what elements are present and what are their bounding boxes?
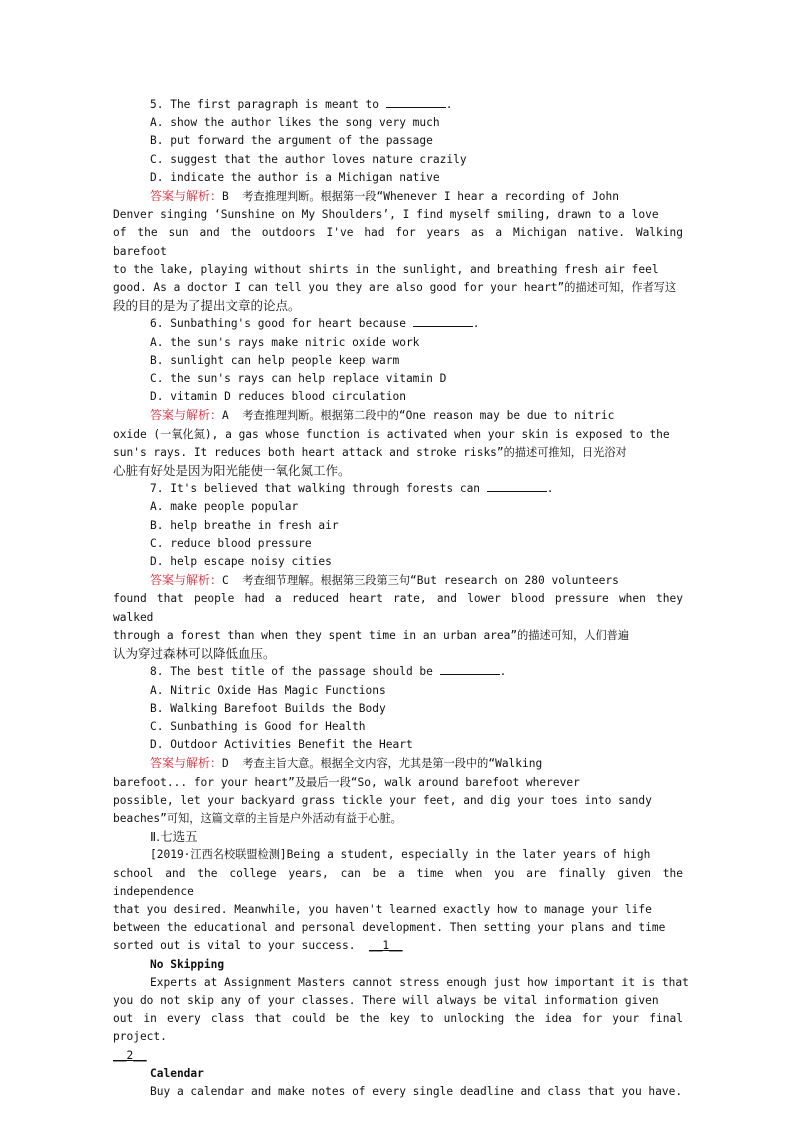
passage-line-5: sorted out is vital to your success. __1__: [113, 939, 403, 953]
answer-label: 答案与解析：: [150, 189, 223, 204]
q7-answer-line-2: found that people had a reduced heart rate, and lower blood pressure when they walked: [113, 592, 683, 624]
question-7-stem: 7. It's believed that walking through forests can .: [150, 482, 554, 496]
section-heading: Ⅱ.七选五: [150, 829, 198, 845]
source-tag: [2019·江西名校联盟检测]: [150, 848, 287, 862]
q7-answer-line-1: 答案与解析：C 考查细节理解。根据第三段第三句“But research on 280 volunteers: [150, 573, 619, 588]
q8-answer-line-3: possible, let your backyard grass tickle your feet, and dig your toes into sandy: [113, 793, 652, 807]
q8-answer-line-2: barefoot... for your heart”及最后一段“So, walk around barefoot wherever: [113, 775, 580, 789]
q8-option-a: A. Nitric Oxide Has Magic Functions: [150, 683, 386, 697]
q7-answer-line-3: through a forest than when they spent time in an urban area”的描述可知，人们普遍: [113, 628, 630, 642]
q6-answer-line-4: 心脏有好处是因为阳光能使一氧化氮工作。: [113, 463, 351, 479]
q8-option-d: D. Outdoor Activities Benefit the Heart: [150, 738, 413, 752]
q6-option-d: D. vitamin D reduces blood circulation: [150, 390, 406, 404]
answer-blank: [386, 97, 446, 108]
passage-line-7: you do not skip any of your classes. There will always be vital information given: [113, 993, 659, 1007]
q8-option-b: B. Walking Barefoot Builds the Body: [150, 701, 386, 715]
q8-option-c: C. Sunbathing is Good for Health: [150, 719, 366, 733]
subheading-calendar: Calendar: [150, 1066, 204, 1080]
document-page: [113, 96, 689, 1101]
question-6-stem: 6. Sunbathing's good for heart because .: [150, 317, 480, 331]
q6-answer-line-1: 答案与解析：A 考查推理判断。根据第二段中的“One reason may be due to nitric: [150, 408, 615, 423]
q5-answer-line-4: to the lake, playing without shirts in the sunlight, and breathing fresh air feel: [113, 262, 659, 276]
passage-line-2: school and the college years, can be a time when you are finally given the independence: [113, 866, 683, 898]
q5-answer-line-5: good. As a doctor I can tell you they are also good for your heart”的描述可知，作者写这: [113, 281, 677, 295]
q5-answer-line-6: 段的目的是为了提出文章的论点。: [113, 298, 301, 314]
passage-line-6: Experts at Assignment Masters cannot stress enough just how important it is that: [150, 975, 689, 989]
q6-option-c: C. the sun's rays can help replace vitamin D: [150, 372, 447, 386]
blank-1: __1__: [368, 939, 403, 953]
q7-option-b: B. help breathe in fresh air: [150, 518, 339, 532]
q5-option-b: B. put forward the argument of the passage: [150, 134, 433, 148]
q5-answer-line-3: of the sun and the outdoors I've had for years as a Michigan native. Walking barefoot: [113, 226, 683, 258]
q5-option-d: D. indicate the author is a Michigan native: [150, 170, 440, 184]
q8-answer-line-4: beaches”可知，这篇文章的主旨是户外活动有益于心脏。: [113, 811, 402, 825]
answer-label: 答案与解析：: [150, 408, 223, 423]
q5-option-c: C. suggest that the author loves nature crazily: [150, 152, 467, 166]
q6-option-b: B. sunlight can help people keep warm: [150, 353, 400, 367]
q7-option-d: D. help escape noisy cities: [150, 555, 332, 569]
q5-answer-line-2: Denver singing ‘Sunshine on My Shoulders’, I find myself smiling, drawn to a love: [113, 208, 659, 222]
passage-line-9: Buy a calendar and make notes of every single deadline and class that you have.: [150, 1084, 683, 1098]
blank-2: __2__: [113, 1048, 147, 1062]
q8-answer-line-1: 答案与解析：D 考查主旨大意。根据全文内容，尤其是第一段中的“Walking: [150, 756, 543, 771]
question-5-stem: 5. The first paragraph is meant to .: [150, 98, 453, 111]
answer-label: 答案与解析：: [150, 573, 223, 588]
subheading-no-skipping: No Skipping: [150, 957, 225, 971]
passage-line-1: [2019·江西名校联盟检测]Being a student, especially in the later years of high: [150, 848, 651, 862]
q7-option-c: C. reduce blood pressure: [150, 536, 312, 550]
question-8-stem: 8. The best title of the passage should be .: [150, 665, 507, 679]
q7-answer-line-4: 认为穿过森林可以降低血压。: [113, 646, 276, 662]
answer-label: 答案与解析：: [150, 756, 223, 771]
q5-option-a: A. show the author likes the song very much: [150, 116, 440, 130]
answer-blank: [487, 481, 547, 492]
passage-line-4: between the educational and personal development. Then setting your plans and time: [113, 921, 666, 935]
answer-blank: [413, 316, 473, 327]
q6-answer-line-2: oxide (一氧化氮), a gas whose function is activated when your skin is exposed to the: [113, 427, 670, 441]
passage-line-3: that you desired. Meanwhile, you haven't learned exactly how to manage your life: [113, 902, 652, 916]
q7-option-a: A. make people popular: [150, 500, 299, 514]
q5-answer-line-1: 答案与解析：B 考查推理判断。根据第一段“Whenever I hear a recording of John: [150, 189, 619, 204]
answer-blank: [440, 664, 500, 675]
q6-option-a: A. the sun's rays make nitric oxide work: [150, 335, 420, 349]
q6-answer-line-3: sun's rays. It reduces both heart attack and stroke risks”的描述可推知，日光浴对: [113, 445, 627, 459]
passage-line-8: out in every class that could be the key to unlocking the idea for your final project.: [113, 1012, 683, 1044]
